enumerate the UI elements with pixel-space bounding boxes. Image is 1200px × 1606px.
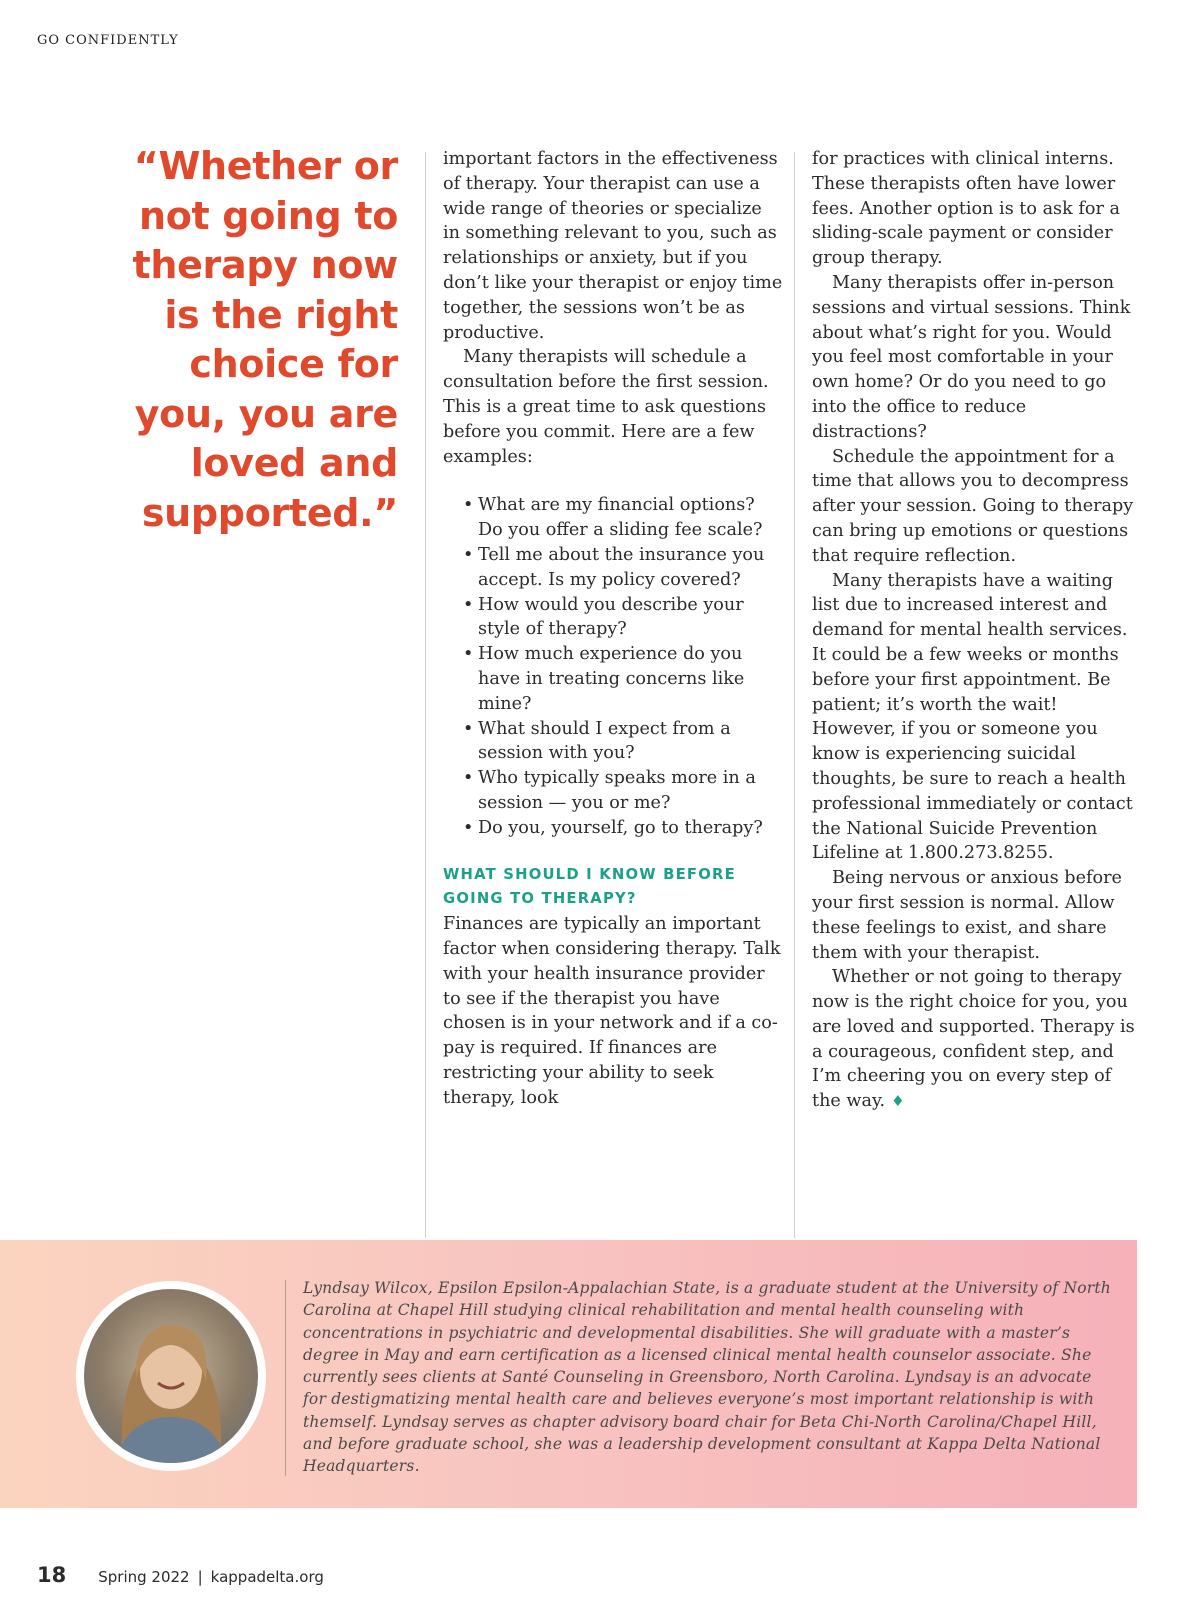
paragraph: Being nervous or anxious before your first session is normal. Allow these feelings to exist, and share them with your therapist. — [812, 868, 1122, 963]
list-item — [463, 642, 783, 716]
website-link[interactable]: kappadelta.org — [210, 1568, 324, 1586]
bullet-icon: • — [463, 768, 474, 789]
portrait-icon — [84, 1289, 258, 1463]
author-bio: Lyndsay Wilcox, Epsilon Epsilon-Appalachian State, is a graduate student at the University of North Carolina at Chapel Hill studying clinical rehabilitation and mental health counseling with concentrations in psychiatric and developmental disabilities. She will graduate with a master’s degree in May and earn certification as a licensed clinical mental health counselor associate. She currently sees clients at Santé Counseling in Greensboro, North Carolina. Lyndsay is an advocate for destigmatizing mental health care and believes everyone’s most important relationship is with themself. Lyndsay serves as chapter advisory board chair for Beta Chi-North Carolina/Chapel Hill, and before graduate school, she was a leadership development consultant at Kappa Delta National Headquarters. — [303, 1279, 1111, 1476]
paragraph: for practices with clinical interns. These therapists often have lower fees. Another option is to ask for a sliding-scale payment or consider group therapy. — [812, 149, 1120, 269]
bio-divider — [285, 1280, 286, 1476]
paragraph: important factors in the effectiveness of therapy. Your therapist can use a wide range of theories or specialize in something relevant to you, such as relationships or anxiety, but if you don’t like your therapist or enjoy time together, the sessions won’t be as productive. — [443, 149, 783, 343]
article-column-1 — [443, 147, 783, 1110]
diamond-end-icon: ♦ — [891, 1092, 905, 1111]
bullet-icon: • — [463, 544, 474, 565]
bullet-icon: • — [463, 594, 474, 615]
paragraph: Schedule the appointment for a time that allows you to decompress after your session. Going to therapy can bring up emotions or questions that require reflection. — [812, 446, 1134, 566]
list-item-text: What should I expect from a session with you? — [478, 718, 731, 764]
section-subhead: WHAT SHOULD I KNOW BEFORE GOING TO THERAPY? — [443, 865, 736, 908]
bullet-icon: • — [463, 644, 474, 665]
list-item — [463, 766, 783, 816]
list-item-text: What are my financial options? Do you offer a sliding fee scale? — [478, 495, 763, 541]
paragraph: Finances are typically an important factor when considering therapy. Talk with your health insurance provider to see if the therapist you have chosen is in your network and if a co-pay is required. If finances are restricting your ability to seek therapy, look — [443, 914, 781, 1108]
question-list — [443, 493, 783, 840]
list-item-text: Who typically speaks more in a session — you or me? — [478, 768, 756, 813]
paragraph: Many therapists have a waiting list due to increased interest and demand for mental health services. It could be a few weeks or months before your first appointment. Be patient; it’s worth the wait! However, if you or someone you know is experiencing suicidal thoughts, be sure to reach a health professional immediately or contact the National Suicide Prevention Lifeline at 1.800.273.8255. — [812, 570, 1133, 864]
list-item — [463, 543, 783, 593]
bullet-icon: • — [463, 495, 474, 516]
pull-quote: “Whether or not going to therapy now is the right choice for you, you are loved and supported.” — [132, 144, 398, 535]
paragraph: Many therapists offer in-person sessions and virtual sessions. Think about what’s right for you. Would you feel most comfortable in your own home? Or do you need to go into the office to reduce distractions? — [812, 272, 1131, 442]
list-item — [463, 493, 783, 543]
paragraph — [812, 965, 1142, 1114]
list-item — [463, 717, 783, 767]
list-item-text: Do you, yourself, go to therapy? — [478, 817, 763, 838]
list-item-text: Tell me about the insurance you accept. Is my policy covered? — [478, 544, 765, 590]
author-photo — [76, 1281, 266, 1471]
paragraph: Many therapists will schedule a consultation before the first session. This is a great time to ask questions before you commit. Here are a few examples: — [443, 347, 769, 467]
list-item-text: How would you describe your style of therapy? — [478, 594, 744, 640]
issue-label: Spring 2022 — [98, 1568, 190, 1586]
page-number: 18 — [37, 1563, 67, 1587]
list-item — [463, 593, 783, 643]
bullet-icon: • — [463, 817, 474, 838]
column-divider — [425, 152, 426, 1238]
portrait-illustration — [84, 1289, 258, 1463]
list-item — [463, 816, 783, 841]
running-head: GO CONFIDENTLY — [37, 33, 179, 48]
closing-text: Whether or not going to therapy now is the right choice for you, you are loved and supported. Therapy is a courageous, confident step, and I’m cheering you on every step of the way. — [812, 967, 1135, 1112]
column-divider — [794, 152, 795, 1238]
bullet-icon: • — [463, 718, 474, 739]
list-item-text: How much experience do you have in treating concerns like mine? — [478, 644, 745, 714]
page-footer — [37, 1563, 324, 1587]
footer-separator: | — [197, 1568, 203, 1586]
article-column-2 — [812, 147, 1142, 1114]
